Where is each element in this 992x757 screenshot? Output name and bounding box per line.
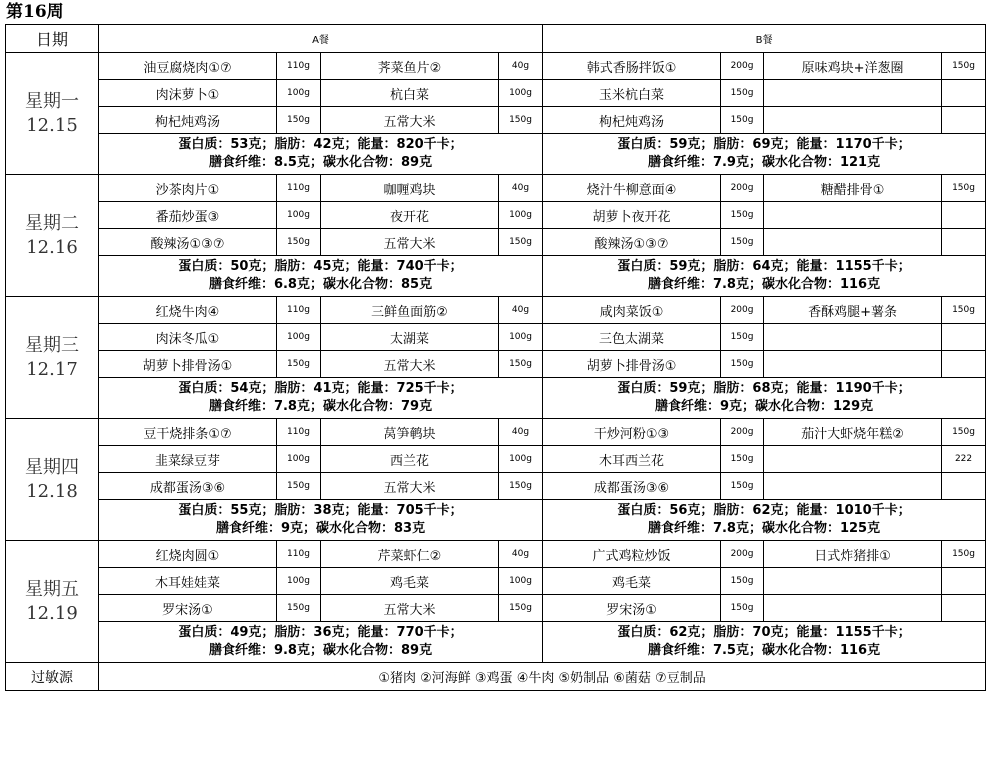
nutrition-line: 蛋白质：49克；脂肪：36克；能量：770千卡； <box>178 625 463 640</box>
dish-name: 成都蛋汤③⑥ <box>99 473 277 500</box>
dish-weight: 150g <box>721 568 764 595</box>
dish-weight: 100g <box>277 568 321 595</box>
dish-weight: 110g <box>277 419 321 446</box>
dish-row <box>6 297 986 324</box>
dish-weight: 150g <box>499 351 543 378</box>
dish-row <box>6 595 986 622</box>
dish-name <box>764 202 942 229</box>
dish-name: 木耳娃娃菜 <box>99 568 277 595</box>
dish-weight: 150g <box>721 446 764 473</box>
dish-name: 茄汁大虾烧年糕② <box>764 419 942 446</box>
dish-weight: 110g <box>277 53 321 80</box>
week-title: 第16周 <box>6 2 64 22</box>
dish-weight: 200g <box>721 419 764 446</box>
nutrition-line: 蛋白质：50克；脂肪：45克；能量：740千卡； <box>178 259 463 274</box>
dish-name: 红烧牛肉④ <box>99 297 277 324</box>
meal-a-header: A餐 <box>99 25 543 53</box>
dish-weight: 100g <box>277 202 321 229</box>
dish-row <box>6 324 986 351</box>
dish-row <box>6 351 986 378</box>
dish-name <box>764 80 942 107</box>
dish-name <box>764 446 942 473</box>
dish-weight: 150g <box>942 53 986 80</box>
nutrition-line: 蛋白质：56克；脂肪：62克；能量：1010千卡； <box>617 503 911 518</box>
dish-name: 豆干烧排条①⑦ <box>99 419 277 446</box>
dish-weight <box>942 473 986 500</box>
dish-name <box>764 595 942 622</box>
dish-weight: 40g <box>499 419 543 446</box>
dish-weight: 150g <box>721 473 764 500</box>
dish-name: 红烧肉圆① <box>99 541 277 568</box>
dish-name: 夜开花 <box>321 202 499 229</box>
dish-weight: 100g <box>277 324 321 351</box>
dish-weight: 100g <box>277 446 321 473</box>
day-cell <box>6 541 99 663</box>
dish-name: 酸辣汤①③⑦ <box>543 229 721 256</box>
dish-name <box>764 324 942 351</box>
allergen-row <box>6 663 986 691</box>
dish-weight: 100g <box>499 324 543 351</box>
nutrition-a <box>99 256 543 297</box>
dish-name: 成都蛋汤③⑥ <box>543 473 721 500</box>
date-label: 12.18 <box>26 480 78 502</box>
dish-name <box>764 107 942 134</box>
nutrition-line: 蛋白质：59克；脂肪：68克；能量：1190千卡； <box>617 381 911 396</box>
day-cell <box>6 419 99 541</box>
dish-row <box>6 107 986 134</box>
dish-name: 莴笋鹌块 <box>321 419 499 446</box>
dish-weight: 150g <box>499 595 543 622</box>
dish-weight <box>942 202 986 229</box>
nutrition-line: 蛋白质：59克；脂肪：69克；能量：1170千卡； <box>617 137 911 152</box>
day-cell <box>6 175 99 297</box>
dish-name: 太湖菜 <box>321 324 499 351</box>
nutrition-line: 膳食纤维：7.5克；碳水化合物：116克 <box>647 643 881 658</box>
nutrition-a <box>99 378 543 419</box>
dish-name: 胡萝卜排骨汤① <box>543 351 721 378</box>
nutrition-row <box>6 256 986 297</box>
dish-name: 罗宋汤① <box>99 595 277 622</box>
dish-name: 糖醋排骨① <box>764 175 942 202</box>
weekday-label: 星期五 <box>25 578 79 600</box>
nutrition-line: 膳食纤维：8.5克；碳水化合物：89克 <box>208 155 433 170</box>
dish-name: 五常大米 <box>321 107 499 134</box>
dish-name <box>764 229 942 256</box>
dish-row <box>6 80 986 107</box>
dish-weight: 150g <box>721 80 764 107</box>
dish-name <box>764 473 942 500</box>
dish-name: 油豆腐烧肉①⑦ <box>99 53 277 80</box>
dish-name: 沙茶肉片① <box>99 175 277 202</box>
dish-weight: 150g <box>942 297 986 324</box>
dish-weight: 150g <box>499 473 543 500</box>
dish-name: 广式鸡粒炒饭 <box>543 541 721 568</box>
dish-weight <box>942 107 986 134</box>
dish-weight: 150g <box>277 595 321 622</box>
dish-weight: 200g <box>721 175 764 202</box>
dish-weight: 150g <box>277 351 321 378</box>
dish-name: 三鲜鱼面筋② <box>321 297 499 324</box>
date-label: 12.17 <box>26 358 78 380</box>
date-label: 12.15 <box>26 114 78 136</box>
nutrition-b <box>543 500 986 541</box>
dish-name: 胡萝卜夜开花 <box>543 202 721 229</box>
dish-name: 原味鸡块+洋葱圈 <box>764 53 942 80</box>
header-row <box>6 25 986 53</box>
date-label: 12.19 <box>26 602 78 624</box>
dish-row <box>6 229 986 256</box>
nutrition-line: 膳食纤维：6.8克；碳水化合物：85克 <box>208 277 433 292</box>
nutrition-b <box>543 256 986 297</box>
dish-name: 枸杞炖鸡汤 <box>99 107 277 134</box>
dish-row <box>6 473 986 500</box>
dish-name: 五常大米 <box>321 473 499 500</box>
dish-name: 韭菜绿豆芽 <box>99 446 277 473</box>
dish-weight: 150g <box>721 107 764 134</box>
dish-name: 咸肉菜饭① <box>543 297 721 324</box>
dish-weight: 150g <box>721 229 764 256</box>
nutrition-row <box>6 500 986 541</box>
dish-name: 咖喱鸡块 <box>321 175 499 202</box>
dish-weight: 150g <box>499 107 543 134</box>
menu-table <box>5 24 986 691</box>
dish-name: 三色太湖菜 <box>543 324 721 351</box>
dish-name: 五常大米 <box>321 595 499 622</box>
weekday-label: 星期一 <box>25 90 79 112</box>
dish-weight <box>942 595 986 622</box>
dish-name: 罗宋汤① <box>543 595 721 622</box>
allergen-legend: ①猪肉 ②河海鲜 ③鸡蛋 ④牛肉 ⑤奶制品 ⑥菌菇 ⑦豆制品 <box>99 663 986 691</box>
nutrition-line: 膳食纤维：7.8克；碳水化合物：125克 <box>647 521 881 536</box>
nutrition-b <box>543 378 986 419</box>
dish-weight: 150g <box>942 541 986 568</box>
dish-weight: 40g <box>499 541 543 568</box>
dish-name: 木耳西兰花 <box>543 446 721 473</box>
dish-weight: 200g <box>721 53 764 80</box>
dish-weight: 110g <box>277 175 321 202</box>
dish-name: 鸡毛菜 <box>321 568 499 595</box>
nutrition-line: 蛋白质：59克；脂肪：64克；能量：1155千卡； <box>617 259 911 274</box>
nutrition-line: 蛋白质：53克；脂肪：42克；能量：820千卡； <box>178 137 463 152</box>
dish-weight <box>942 324 986 351</box>
nutrition-a <box>99 622 543 663</box>
dish-weight: 150g <box>942 175 986 202</box>
dish-name: 枸杞炖鸡汤 <box>543 107 721 134</box>
dish-weight: 40g <box>499 297 543 324</box>
dish-name: 五常大米 <box>321 351 499 378</box>
dish-weight: 110g <box>277 541 321 568</box>
nutrition-row <box>6 622 986 663</box>
dish-weight: 110g <box>277 297 321 324</box>
dish-weight <box>942 80 986 107</box>
nutrition-line: 膳食纤维：9克；碳水化合物：83克 <box>215 521 426 536</box>
meal-b-header: B餐 <box>543 25 986 53</box>
nutrition-line: 蛋白质：54克；脂肪：41克；能量：725千卡； <box>178 381 463 396</box>
dish-weight: 150g <box>942 419 986 446</box>
dish-weight: 150g <box>721 351 764 378</box>
nutrition-b <box>543 622 986 663</box>
dish-weight: 100g <box>499 446 543 473</box>
dish-weight: 100g <box>499 202 543 229</box>
nutrition-line: 蛋白质：62克；脂肪：70克；能量：1155千卡； <box>617 625 911 640</box>
dish-name: 韩式香肠拌饭① <box>543 53 721 80</box>
dish-name: 香酥鸡腿+薯条 <box>764 297 942 324</box>
nutrition-line: 蛋白质：55克；脂肪：38克；能量：705千卡； <box>178 503 463 518</box>
dish-name: 玉米杭白菜 <box>543 80 721 107</box>
weekday-label: 星期四 <box>25 456 79 478</box>
weekday-label: 星期三 <box>25 334 79 356</box>
dish-weight: 200g <box>721 297 764 324</box>
dish-weight: 100g <box>499 568 543 595</box>
dish-weight: 40g <box>499 175 543 202</box>
nutrition-line: 膳食纤维：7.8克；碳水化合物：79克 <box>208 399 433 414</box>
dish-name: 西兰花 <box>321 446 499 473</box>
dish-name: 肉沫冬瓜① <box>99 324 277 351</box>
day-cell <box>6 53 99 175</box>
nutrition-b <box>543 134 986 175</box>
dish-weight: 150g <box>499 229 543 256</box>
dish-name <box>764 351 942 378</box>
dish-weight: 150g <box>721 324 764 351</box>
nutrition-row <box>6 378 986 419</box>
dish-row <box>6 53 986 80</box>
nutrition-row <box>6 134 986 175</box>
dish-weight: 200g <box>721 541 764 568</box>
dish-name: 杭白菜 <box>321 80 499 107</box>
dish-name: 胡萝卜排骨汤① <box>99 351 277 378</box>
dish-row <box>6 568 986 595</box>
dish-row <box>6 175 986 202</box>
dish-name: 肉沫萝卜① <box>99 80 277 107</box>
dish-name: 芹菜虾仁② <box>321 541 499 568</box>
dish-weight: 150g <box>721 202 764 229</box>
day-cell <box>6 297 99 419</box>
dish-name: 五常大米 <box>321 229 499 256</box>
dish-name: 荠菜鱼片② <box>321 53 499 80</box>
dish-weight <box>942 229 986 256</box>
dish-weight: 40g <box>499 53 543 80</box>
dish-name: 酸辣汤①③⑦ <box>99 229 277 256</box>
allergen-label: 过敏源 <box>6 663 99 691</box>
date-label: 12.16 <box>26 236 78 258</box>
dish-weight: 150g <box>277 473 321 500</box>
dish-weight <box>942 568 986 595</box>
dish-weight: 150g <box>277 107 321 134</box>
dish-weight <box>942 351 986 378</box>
dish-weight: 100g <box>499 80 543 107</box>
nutrition-a <box>99 500 543 541</box>
dish-name: 干炒河粉①③ <box>543 419 721 446</box>
nutrition-a <box>99 134 543 175</box>
dish-weight: 150g <box>721 595 764 622</box>
date-header: 日期 <box>6 25 99 53</box>
dish-name: 鸡毛菜 <box>543 568 721 595</box>
dish-weight: 222 <box>942 446 986 473</box>
nutrition-line: 膳食纤维：7.9克；碳水化合物：121克 <box>647 155 881 170</box>
dish-name: 日式炸猪排① <box>764 541 942 568</box>
weekday-label: 星期二 <box>25 212 79 234</box>
nutrition-line: 膳食纤维：9克；碳水化合物：129克 <box>654 399 874 414</box>
nutrition-line: 膳食纤维：7.8克；碳水化合物：116克 <box>647 277 881 292</box>
dish-row <box>6 541 986 568</box>
nutrition-line: 膳食纤维：9.8克；碳水化合物：89克 <box>208 643 433 658</box>
dish-row <box>6 446 986 473</box>
dish-name: 烧汁牛柳意面④ <box>543 175 721 202</box>
dish-row <box>6 202 986 229</box>
dish-name: 番茄炒蛋③ <box>99 202 277 229</box>
dish-weight: 150g <box>277 229 321 256</box>
dish-row <box>6 419 986 446</box>
dish-name <box>764 568 942 595</box>
dish-weight: 100g <box>277 80 321 107</box>
